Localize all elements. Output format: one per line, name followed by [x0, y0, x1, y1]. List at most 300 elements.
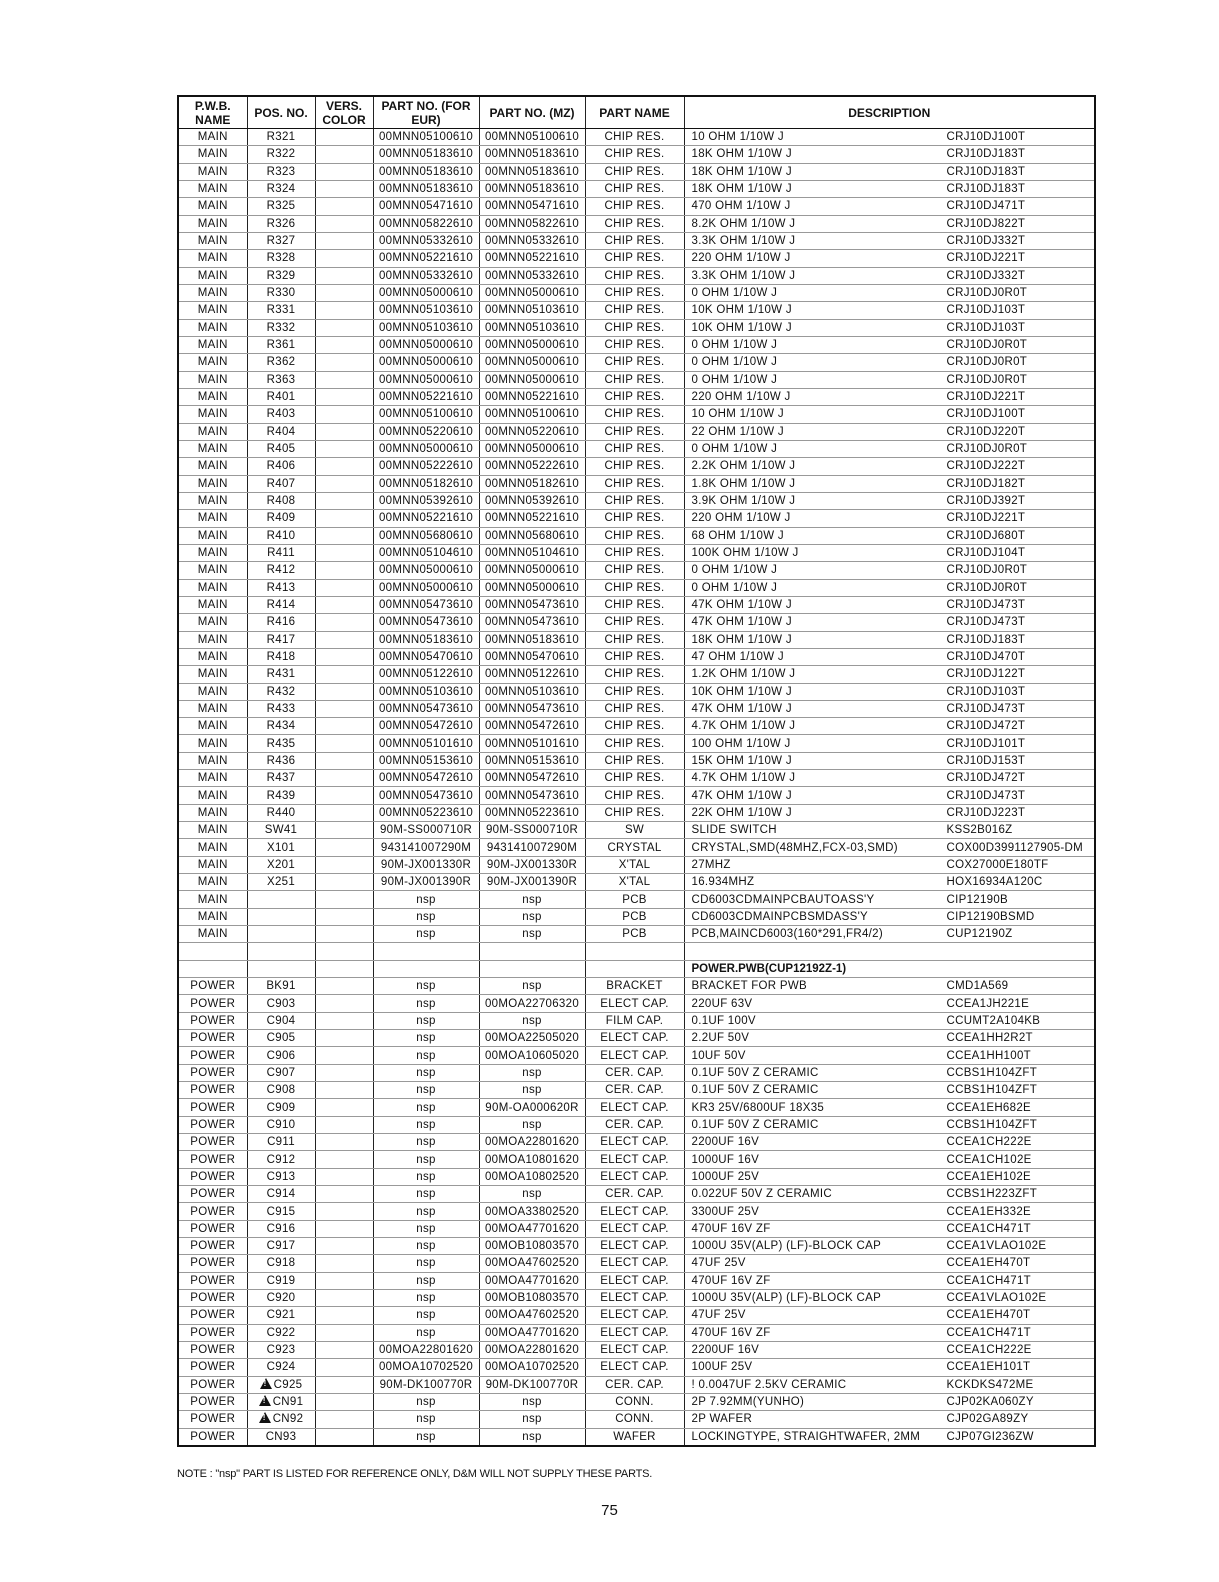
description-text: 100K OHM 1/10W J — [691, 547, 799, 560]
part-name-cell: ELECT CAP. — [585, 1341, 684, 1358]
description-text: 0 OHM 1/10W J — [691, 443, 778, 456]
pwb-name-cell: POWER — [178, 1255, 247, 1272]
pos-no-cell: C921 — [247, 1307, 315, 1324]
description-cell — [684, 770, 1095, 787]
vers-color-cell — [315, 319, 373, 336]
description-text: 1000UF 25V — [691, 1170, 760, 1183]
pos-no-cell: C907 — [247, 1064, 315, 1081]
pos-no-cell: R332 — [247, 319, 315, 336]
description-cell — [684, 319, 1095, 336]
part-no-eur-cell: nsp — [373, 1255, 479, 1272]
description-code: CRJ10DJ0R0T — [946, 356, 1028, 369]
part-name-cell: ELECT CAP. — [585, 1030, 684, 1047]
part-name-cell: CHIP RES. — [585, 250, 684, 267]
part-name-cell: CHIP RES. — [585, 406, 684, 423]
pwb-name-cell: MAIN — [178, 804, 247, 821]
table-row — [178, 1393, 1095, 1410]
description-cell — [684, 492, 1095, 509]
pos-no-cell: R363 — [247, 371, 315, 388]
part-name-cell: CHIP RES. — [585, 562, 684, 579]
part-no-eur-cell: 90M-SS000710R — [373, 822, 479, 839]
description-text: 22 OHM 1/10W J — [691, 425, 784, 438]
table-row — [178, 284, 1095, 301]
part-no-mz-cell: 00MNN05822610 — [479, 215, 585, 232]
table-row — [178, 891, 1095, 908]
part-no-eur-cell: 00MNN05220610 — [373, 423, 479, 440]
part-name-cell: CHIP RES. — [585, 510, 684, 527]
description-text: 3300UF 25V — [691, 1205, 760, 1218]
part-no-mz-cell: 00MNN05680610 — [479, 527, 585, 544]
part-name-cell: CHIP RES. — [585, 475, 684, 492]
pos-no-cell: C920 — [247, 1289, 315, 1306]
description-cell — [684, 302, 1095, 319]
pwb-name-cell: MAIN — [178, 198, 247, 215]
description-code: CCEA1CH222E — [946, 1136, 1032, 1149]
part-name-cell: CHIP RES. — [585, 336, 684, 353]
part-no-mz-cell: 00MNN05103610 — [479, 319, 585, 336]
table-row — [178, 822, 1095, 839]
description-cell — [684, 475, 1095, 492]
pwb-name-cell: POWER — [178, 1324, 247, 1341]
description-cell — [684, 371, 1095, 388]
part-no-eur-cell: nsp — [373, 1116, 479, 1133]
description-cell — [684, 336, 1095, 353]
part-no-eur-cell: nsp — [373, 908, 479, 925]
description-text: 27MHZ — [691, 858, 731, 871]
pwb-name-cell: POWER — [178, 1359, 247, 1376]
description-cell — [684, 891, 1095, 908]
part-no-mz-cell: 00MNN05473610 — [479, 700, 585, 717]
vers-color-cell — [315, 1168, 373, 1185]
part-no-mz-cell: 00MNN05000610 — [479, 336, 585, 353]
description-text: 470UF 16V ZF — [691, 1326, 771, 1339]
part-name-cell: CHIP RES. — [585, 614, 684, 631]
description-text: 18K OHM 1/10W J — [691, 148, 792, 161]
part-no-mz-cell: 00MOB10803570 — [479, 1238, 585, 1255]
table-row — [178, 423, 1095, 440]
description-cell — [684, 787, 1095, 804]
part-no-eur-cell: 00MNN05100610 — [373, 129, 479, 146]
description-text: 47K OHM 1/10W J — [691, 599, 792, 612]
part-name-cell: ELECT CAP. — [585, 1134, 684, 1151]
description-text: 0 OHM 1/10W J — [691, 373, 778, 386]
description-code: CRJ10DJ221T — [946, 252, 1026, 265]
part-no-mz-cell: 00MNN05222610 — [479, 458, 585, 475]
pwb-name-cell — [178, 943, 247, 960]
part-no-mz-cell: 00MOA22801620 — [479, 1341, 585, 1358]
pos-no-cell: R322 — [247, 146, 315, 163]
description-code: CUP12190Z — [946, 928, 1013, 941]
description-code: CRJ10DJ332T — [946, 269, 1026, 282]
part-no-eur-cell: nsp — [373, 1411, 479, 1428]
part-no-eur-cell: 00MNN05000610 — [373, 336, 479, 353]
table-row — [178, 319, 1095, 336]
vers-color-cell — [315, 1324, 373, 1341]
description-text: 47UF 25V — [691, 1257, 746, 1270]
pos-no-cell: R405 — [247, 440, 315, 457]
part-name-cell: CHIP RES. — [585, 129, 684, 146]
part-no-eur-cell: nsp — [373, 995, 479, 1012]
part-name-cell: CHIP RES. — [585, 596, 684, 613]
part-name-cell: X'TAL — [585, 856, 684, 873]
pos-no-cell: R435 — [247, 735, 315, 752]
description-code: CRJ10DJ103T — [946, 321, 1026, 334]
part-no-mz-cell: nsp — [479, 1082, 585, 1099]
description-code: CCEA1VLAO102E — [946, 1292, 1047, 1305]
description-text: 2.2K OHM 1/10W J — [691, 460, 796, 473]
description-code: CRJ10DJ182T — [946, 477, 1026, 490]
description-cell — [684, 700, 1095, 717]
vers-color-cell — [315, 1082, 373, 1099]
vers-color-cell — [315, 1272, 373, 1289]
pwb-name-cell: MAIN — [178, 839, 247, 856]
table-row — [178, 1168, 1095, 1185]
description-code: CRJ10DJ470T — [946, 651, 1026, 663]
part-no-mz-cell: nsp — [479, 1064, 585, 1081]
part-no-mz-cell: 90M-OA000620R — [479, 1099, 585, 1116]
table-row — [178, 492, 1095, 509]
pos-no-cell: R407 — [247, 475, 315, 492]
vers-color-cell — [315, 406, 373, 423]
part-no-eur-cell: 00MNN05473610 — [373, 700, 479, 717]
table-row — [178, 1411, 1095, 1428]
description-cell — [684, 440, 1095, 457]
pos-no-cell: R431 — [247, 666, 315, 683]
part-no-mz-cell: nsp — [479, 1012, 585, 1029]
pos-no-cell: C906 — [247, 1047, 315, 1064]
part-name-cell: PCB — [585, 908, 684, 925]
description-cell — [684, 406, 1095, 423]
part-no-eur-cell: nsp — [373, 1393, 479, 1410]
table-row — [178, 856, 1095, 873]
table-row — [178, 1220, 1095, 1237]
table-row — [178, 1030, 1095, 1047]
pos-no-cell: R328 — [247, 250, 315, 267]
part-no-eur-cell: nsp — [373, 891, 479, 908]
vers-color-cell — [315, 1134, 373, 1151]
pos-no-cell: SW41 — [247, 822, 315, 839]
description-text: 3.9K OHM 1/10W J — [691, 495, 796, 508]
part-no-mz-cell: nsp — [479, 891, 585, 908]
pos-no-cell: R408 — [247, 492, 315, 509]
description-code: COX00D3991127905-DM — [946, 841, 1084, 854]
part-no-eur-cell: nsp — [373, 1168, 479, 1185]
description-text: 0.1UF 50V Z CERAMIC — [691, 1084, 819, 1097]
description-code: CCEA1VLAO102E — [946, 1240, 1047, 1253]
part-no-mz-cell: 00MNN05103610 — [479, 302, 585, 319]
pos-no-cell: R411 — [247, 544, 315, 561]
pos-no-cell: R406 — [247, 458, 315, 475]
part-no-mz-cell: 00MOA47701620 — [479, 1272, 585, 1289]
pwb-name-cell: MAIN — [178, 527, 247, 544]
part-name-cell: ELECT CAP. — [585, 1220, 684, 1237]
description-code: CCEA1EH470T — [946, 1309, 1031, 1322]
table-row — [178, 839, 1095, 856]
description-code: CCEA1CH471T — [946, 1274, 1031, 1287]
table-row — [178, 614, 1095, 631]
part-name-cell: ELECT CAP. — [585, 1099, 684, 1116]
part-no-mz-cell: 00MOA33802520 — [479, 1203, 585, 1220]
part-no-mz-cell: 00MOA47701620 — [479, 1220, 585, 1237]
description-text: 1.8K OHM 1/10W J — [691, 477, 796, 490]
part-no-eur-cell: 00MNN05332610 — [373, 232, 479, 249]
vers-color-cell — [315, 596, 373, 613]
part-name-cell: FILM CAP. — [585, 1012, 684, 1029]
pwb-name-cell: MAIN — [178, 891, 247, 908]
description-code: CCEA1HH2R2T — [946, 1032, 1033, 1045]
pos-no-cell — [247, 1376, 315, 1393]
part-no-eur-cell: 00MNN05222610 — [373, 458, 479, 475]
description-code: CRJ10DJ100T — [946, 408, 1026, 421]
pwb-name-cell: MAIN — [178, 129, 247, 146]
vers-color-cell — [315, 1238, 373, 1255]
pos-no-cell: R325 — [247, 198, 315, 215]
description-cell — [684, 1238, 1095, 1255]
description-text: 0.1UF 50V Z CERAMIC — [691, 1118, 819, 1131]
vers-color-cell — [315, 978, 373, 995]
vers-color-cell — [315, 943, 373, 960]
vers-color-cell — [315, 354, 373, 371]
pos-no-cell: R327 — [247, 232, 315, 249]
vers-color-cell — [315, 1411, 373, 1428]
description-code: CRJ10DJ0R0T — [946, 287, 1028, 300]
part-name-cell: CHIP RES. — [585, 648, 684, 665]
pos-no-cell: C922 — [247, 1324, 315, 1341]
description-text: 18K OHM 1/10W J — [691, 165, 792, 178]
description-code: CRJ10DJ472T — [946, 772, 1026, 785]
pos-no-cell — [247, 943, 315, 960]
part-name-cell: CER. CAP. — [585, 1116, 684, 1133]
description-cell — [684, 683, 1095, 700]
part-no-eur-cell: 90M-JX001390R — [373, 874, 479, 891]
pos-no-cell: X201 — [247, 856, 315, 873]
vers-color-cell — [315, 440, 373, 457]
pos-no-cell: R361 — [247, 336, 315, 353]
part-no-eur-cell: nsp — [373, 1203, 479, 1220]
part-no-mz-cell: 00MOB10803570 — [479, 1289, 585, 1306]
table-row — [178, 1116, 1095, 1133]
part-no-mz-cell: 00MNN05473610 — [479, 614, 585, 631]
part-no-mz-cell: nsp — [479, 1116, 585, 1133]
description-cell — [684, 1082, 1095, 1099]
table-body — [178, 129, 1095, 1446]
part-name-cell: CONN. — [585, 1393, 684, 1410]
description-code: CCUMT2A104KB — [946, 1014, 1041, 1027]
description-code: CCBS1H104ZFT — [946, 1118, 1038, 1131]
part-no-eur-cell: 00MNN05221610 — [373, 510, 479, 527]
part-name-cell: CHIP RES. — [585, 752, 684, 769]
table-row — [178, 995, 1095, 1012]
pwb-name-cell: MAIN — [178, 700, 247, 717]
part-no-mz-cell: 00MNN05221610 — [479, 388, 585, 405]
description-cell — [684, 146, 1095, 163]
vers-color-cell — [315, 752, 373, 769]
description-code: CRJ10DJ392T — [946, 495, 1026, 508]
table-row — [178, 960, 1095, 977]
description-cell — [684, 1064, 1095, 1081]
description-code: CRJ10DJ0R0T — [946, 373, 1028, 386]
table-row — [178, 1238, 1095, 1255]
pwb-name-cell: POWER — [178, 995, 247, 1012]
description-cell — [684, 579, 1095, 596]
pos-no-cell: C917 — [247, 1238, 315, 1255]
part-no-eur-cell — [373, 943, 479, 960]
description-text: ! 0.0047UF 2.5KV CERAMIC — [691, 1378, 847, 1391]
description-code: CRJ10DJ473T — [946, 789, 1026, 802]
part-no-eur-cell: nsp — [373, 1134, 479, 1151]
table-row — [178, 1341, 1095, 1358]
description-code: CRJ10DJ471T — [946, 200, 1026, 213]
description-code: CRJ10DJ183T — [946, 148, 1026, 161]
description-code: CCBS1H104ZFT — [946, 1066, 1038, 1079]
part-name-cell: PCB — [585, 926, 684, 943]
pwb-name-cell — [178, 960, 247, 977]
part-name-cell: CHIP RES. — [585, 787, 684, 804]
part-name-cell: CER. CAP. — [585, 1376, 684, 1393]
table-row — [178, 1428, 1095, 1446]
vers-color-cell — [315, 1220, 373, 1237]
table-row — [178, 510, 1095, 527]
vers-color-cell — [315, 336, 373, 353]
pwb-name-cell: POWER — [178, 1203, 247, 1220]
part-no-mz-cell: 00MNN05000610 — [479, 440, 585, 457]
pwb-name-cell: POWER — [178, 1393, 247, 1410]
part-name-cell: CHIP RES. — [585, 319, 684, 336]
vers-color-cell — [315, 960, 373, 977]
table-row — [178, 752, 1095, 769]
part-no-mz-cell: 00MNN05183610 — [479, 163, 585, 180]
part-name-cell: CHIP RES. — [585, 683, 684, 700]
description-code: CCEA1JH221E — [946, 997, 1030, 1010]
vers-color-cell — [315, 388, 373, 405]
part-no-mz-cell: 00MOA10702520 — [479, 1359, 585, 1376]
description-code: CRJ10DJ104T — [946, 547, 1026, 560]
description-cell — [684, 423, 1095, 440]
description-code: CCEA1CH471T — [946, 1222, 1031, 1235]
table-row — [178, 804, 1095, 821]
pwb-name-cell: MAIN — [178, 492, 247, 509]
table-row — [178, 1082, 1095, 1099]
part-no-mz-cell: 00MNN05332610 — [479, 232, 585, 249]
part-no-mz-cell: 00MOA22706320 — [479, 995, 585, 1012]
description-text: 220 OHM 1/10W J — [691, 252, 791, 265]
pwb-name-cell: MAIN — [178, 163, 247, 180]
pwb-name-cell: POWER — [178, 1307, 247, 1324]
part-name-cell: CHIP RES. — [585, 579, 684, 596]
description-text: 47 OHM 1/10W J — [691, 651, 784, 663]
part-no-mz-cell: 00MNN05392610 — [479, 492, 585, 509]
pwb-name-cell: POWER — [178, 1186, 247, 1203]
pos-no-cell: R321 — [247, 129, 315, 146]
description-text: 2P WAFER — [691, 1413, 753, 1426]
pos-no-cell: R412 — [247, 562, 315, 579]
description-code: CRJ10DJ0R0T — [946, 443, 1028, 456]
part-name-cell: ELECT CAP. — [585, 1324, 684, 1341]
part-no-mz-cell: 90M-SS000710R — [479, 822, 585, 839]
part-name-cell: ELECT CAP. — [585, 1047, 684, 1064]
description-text: 1.2K OHM 1/10W J — [691, 668, 796, 681]
vers-color-cell — [315, 631, 373, 648]
table-row — [178, 1324, 1095, 1341]
safety-warning-icon — [259, 1395, 271, 1406]
table-row — [178, 302, 1095, 319]
part-no-eur-cell: 00MNN05000610 — [373, 354, 479, 371]
description-cell — [684, 1168, 1095, 1185]
pos-no-cell: X101 — [247, 839, 315, 856]
part-no-eur-cell: 00MNN05100610 — [373, 406, 479, 423]
table-row — [178, 336, 1095, 353]
description-cell — [684, 804, 1095, 821]
pos-no-cell: R437 — [247, 770, 315, 787]
pwb-name-cell: POWER — [178, 1134, 247, 1151]
description-text: PCB,MAINCD6003(160*291,FR4/2) — [691, 928, 884, 941]
pwb-name-cell: POWER — [178, 1116, 247, 1133]
description-cell — [684, 232, 1095, 249]
part-name-cell: ELECT CAP. — [585, 1289, 684, 1306]
part-no-eur-cell: nsp — [373, 1428, 479, 1446]
description-text: 15K OHM 1/10W J — [691, 754, 792, 767]
part-no-eur-cell: 00MNN05822610 — [373, 215, 479, 232]
part-name-cell: CER. CAP. — [585, 1064, 684, 1081]
vers-color-cell — [315, 579, 373, 596]
part-name-cell: CHIP RES. — [585, 267, 684, 284]
pos-no-cell: BK91 — [247, 978, 315, 995]
vers-color-cell — [315, 1030, 373, 1047]
part-no-eur-cell: 00MNN05471610 — [373, 198, 479, 215]
part-name-cell: CHIP RES. — [585, 180, 684, 197]
pos-no-cell: R329 — [247, 267, 315, 284]
part-no-eur-cell: 00MNN05473610 — [373, 596, 479, 613]
description-code: CIP12190BSMD — [946, 910, 1035, 923]
description-text: 220 OHM 1/10W J — [691, 391, 791, 404]
vers-color-cell — [315, 302, 373, 319]
part-no-mz-cell: nsp — [479, 1411, 585, 1428]
part-no-mz-cell: 00MNN05221610 — [479, 250, 585, 267]
description-code: CRJ10DJ183T — [946, 633, 1026, 646]
pwb-name-cell: MAIN — [178, 406, 247, 423]
part-no-eur-cell: 00MNN05680610 — [373, 527, 479, 544]
pwb-name-cell: MAIN — [178, 648, 247, 665]
pwb-name-cell: MAIN — [178, 215, 247, 232]
pos-no-cell: C915 — [247, 1203, 315, 1220]
pos-no-cell — [247, 960, 315, 977]
pwb-name-cell: MAIN — [178, 510, 247, 527]
pwb-name-cell: MAIN — [178, 596, 247, 613]
part-no-eur-cell: 00MNN05103610 — [373, 683, 479, 700]
part-name-cell: CHIP RES. — [585, 371, 684, 388]
vers-color-cell — [315, 839, 373, 856]
table-row — [178, 1099, 1095, 1116]
pos-no-cell: R432 — [247, 683, 315, 700]
description-text: CD6003CDMAINPCBAUTOASS'Y — [691, 893, 875, 906]
description-cell — [684, 267, 1095, 284]
part-name-cell: X'TAL — [585, 874, 684, 891]
part-name-cell: ELECT CAP. — [585, 1238, 684, 1255]
pwb-name-cell: MAIN — [178, 284, 247, 301]
pos-no-cell: R330 — [247, 284, 315, 301]
part-no-eur-cell: nsp — [373, 1186, 479, 1203]
part-no-eur-cell: nsp — [373, 1064, 479, 1081]
vers-color-cell — [315, 371, 373, 388]
table-row — [178, 232, 1095, 249]
table-row — [178, 718, 1095, 735]
description-text: 0.1UF 100V — [691, 1014, 756, 1027]
table-row — [178, 1134, 1095, 1151]
description-text: 10K OHM 1/10W J — [691, 685, 792, 698]
part-no-eur-cell: 00MNN05183610 — [373, 180, 479, 197]
part-no-eur-cell: 00MNN05473610 — [373, 787, 479, 804]
pwb-name-cell: MAIN — [178, 579, 247, 596]
